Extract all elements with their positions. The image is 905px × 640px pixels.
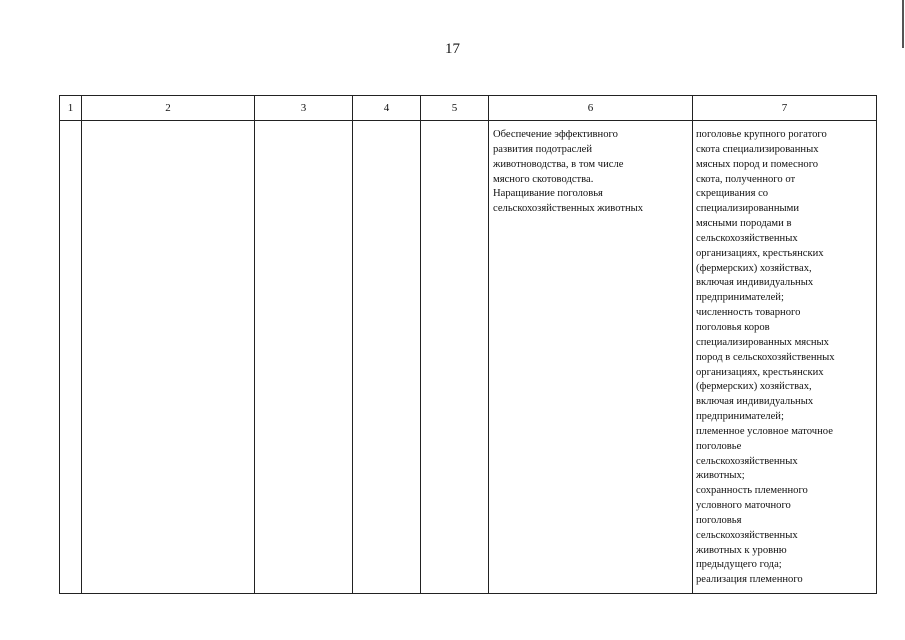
column-header-7: 7 bbox=[693, 96, 877, 121]
table-header-row bbox=[60, 96, 877, 121]
cell-col-4 bbox=[353, 121, 421, 594]
cell-col-7-indicators-text bbox=[693, 121, 877, 594]
indicators-text: поголовье крупного рогатого скота специализированных мясных пород и помесного скота, полученного от скрещивания со специализированными мясными породами в сельскохозяйственных организациях, крестьянских (фермерских) хозяйствах, включая индивидуальных предпринимателей; численность товарного поголовья коров специализированных мясных пород в сельскохозяйственных организациях, крестьянских (фермерских) хозяйствах, включая индивидуальных предпринимателей; племенное условное маточное поголовье сельскохозяйственных животных; сохранность племенного условного маточного поголовья сельскохозяйственных животных к уровню предыдущего года; реализация племенного bbox=[696, 129, 835, 586]
cell-col-2 bbox=[82, 121, 255, 594]
column-header-2: 2 bbox=[82, 96, 255, 121]
cell-col-5 bbox=[421, 121, 489, 594]
column-header-4: 4 bbox=[353, 96, 421, 121]
column-header-1: 1 bbox=[60, 96, 82, 121]
document-table bbox=[59, 95, 877, 594]
column-header-3: 3 bbox=[255, 96, 353, 121]
cell-col-6-goal-text bbox=[489, 121, 693, 594]
cell-col-1 bbox=[60, 121, 82, 594]
goal-text: Обеспечение эффективного развития подотраслей животноводства, в том числе мясного скотоводства. Наращивание поголовья сельскохозяйственных животных bbox=[493, 129, 644, 215]
column-header-6: 6 bbox=[489, 96, 693, 121]
page-number: 17 bbox=[445, 41, 460, 57]
cell-col-3 bbox=[255, 121, 353, 594]
column-header-5: 5 bbox=[421, 96, 489, 121]
table-row bbox=[60, 121, 877, 594]
